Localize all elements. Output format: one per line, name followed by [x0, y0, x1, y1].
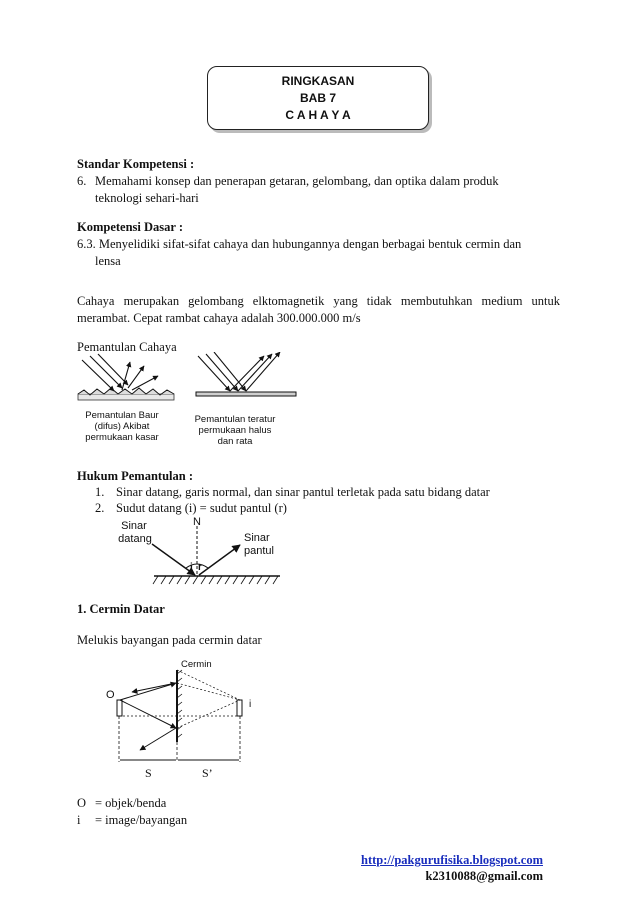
standar-number: 6.: [77, 174, 87, 188]
regular-rays: [198, 352, 280, 391]
footer-url-wrap: [300, 852, 543, 869]
ray-2-incident: [120, 700, 176, 728]
angle-r-label: r: [198, 562, 202, 573]
chapter-number: BAB 7: [299, 91, 336, 105]
mirror-surface: [153, 576, 280, 584]
legend-i-key: i: [77, 813, 81, 827]
smooth-surface: [196, 392, 296, 396]
incident-label: Sinar: [121, 520, 147, 532]
dasar-heading: Kompetensi Dasar :: [77, 220, 184, 234]
summary-title: RINGKASAN: [281, 74, 355, 88]
chapter-title-box: [207, 66, 429, 130]
regular-label: Pemantulan teratur permukaan halus dan rata: [194, 414, 276, 447]
pemantulan-title: Pemantulan Cahaya: [77, 340, 177, 354]
hukum-heading: Hukum Pemantulan :: [77, 469, 193, 483]
intro-line1: Cahaya merupakan gelombang elktomagnetik yang tidak membutuhkan medium untuk: [77, 294, 560, 308]
angle-i-label: i: [190, 562, 193, 573]
legend-i-value: = image/bayangan: [95, 813, 188, 827]
incident-ray: [152, 544, 195, 575]
s-label: S: [145, 766, 152, 780]
hukum-item1-number: 1.: [95, 485, 105, 499]
legend-o-key: O: [77, 796, 87, 810]
cermin-datar-subtitle: Melukis bayangan pada cermin datar: [77, 633, 262, 647]
standar-heading: Standar Kompetensi :: [77, 157, 195, 171]
legend-o-value: = objek/benda: [95, 796, 167, 810]
virtual-ray-1: [177, 683, 240, 700]
dasar-text-line2: lensa: [95, 254, 121, 268]
diffuse-rays: [82, 354, 158, 391]
ray-1-reflected: [132, 683, 176, 692]
virtual-ray-2: [177, 700, 240, 728]
standar-text-line2: teknologi sehari-hari: [95, 191, 199, 205]
footer-url-link[interactable]: http://pakgurufisika.blogspot.com: [361, 853, 543, 867]
reflected-label: Sinar pantul: [244, 532, 274, 557]
ray-1-incident: [120, 683, 176, 700]
image-label: i: [249, 699, 252, 710]
mirror-label: Cermin: [181, 659, 212, 670]
chapter-name: C A H A Y A: [285, 108, 351, 122]
hukum-item2-number: 2.: [95, 501, 105, 515]
image: [237, 700, 242, 716]
incident-label-2: datang: [118, 533, 152, 545]
virtual-ray-3: [177, 670, 240, 700]
rough-surface: [78, 388, 174, 400]
cermin-datar-heading: 1. Cermin Datar: [77, 602, 165, 616]
object: [117, 700, 122, 716]
ray-2-reflected: [140, 728, 176, 750]
reflection-types-diagram: [70, 352, 300, 407]
normal-label: N: [193, 516, 201, 528]
diffuse-label: Pemantulan Baur (difus) Akibat permukaan kasar: [85, 410, 159, 443]
standar-text-line1: Memahami konsep dan penerapan getaran, gelombang, dan optika dalam produk: [95, 174, 499, 188]
dasar-text-line1: 6.3. Menyelidiki sifat-sifat cahaya dan hubungannya dengan berbagai bentuk cermin dan: [77, 237, 522, 251]
footer-email: k2310088@gmail.com: [425, 869, 543, 883]
object-label: O: [106, 689, 115, 701]
hukum-item1-text: Sinar datang, garis normal, dan sinar pantul terletak pada satu bidang datar: [116, 485, 490, 499]
reflected-ray: [199, 545, 240, 575]
hukum-item2-text: Sudut datang (i) = sudut pantul (r): [116, 501, 287, 515]
intro-line2: merambat. Cepat rambat cahaya adalah 300.000.000 m/s: [77, 311, 361, 325]
s-prime-label: S’: [202, 766, 213, 780]
